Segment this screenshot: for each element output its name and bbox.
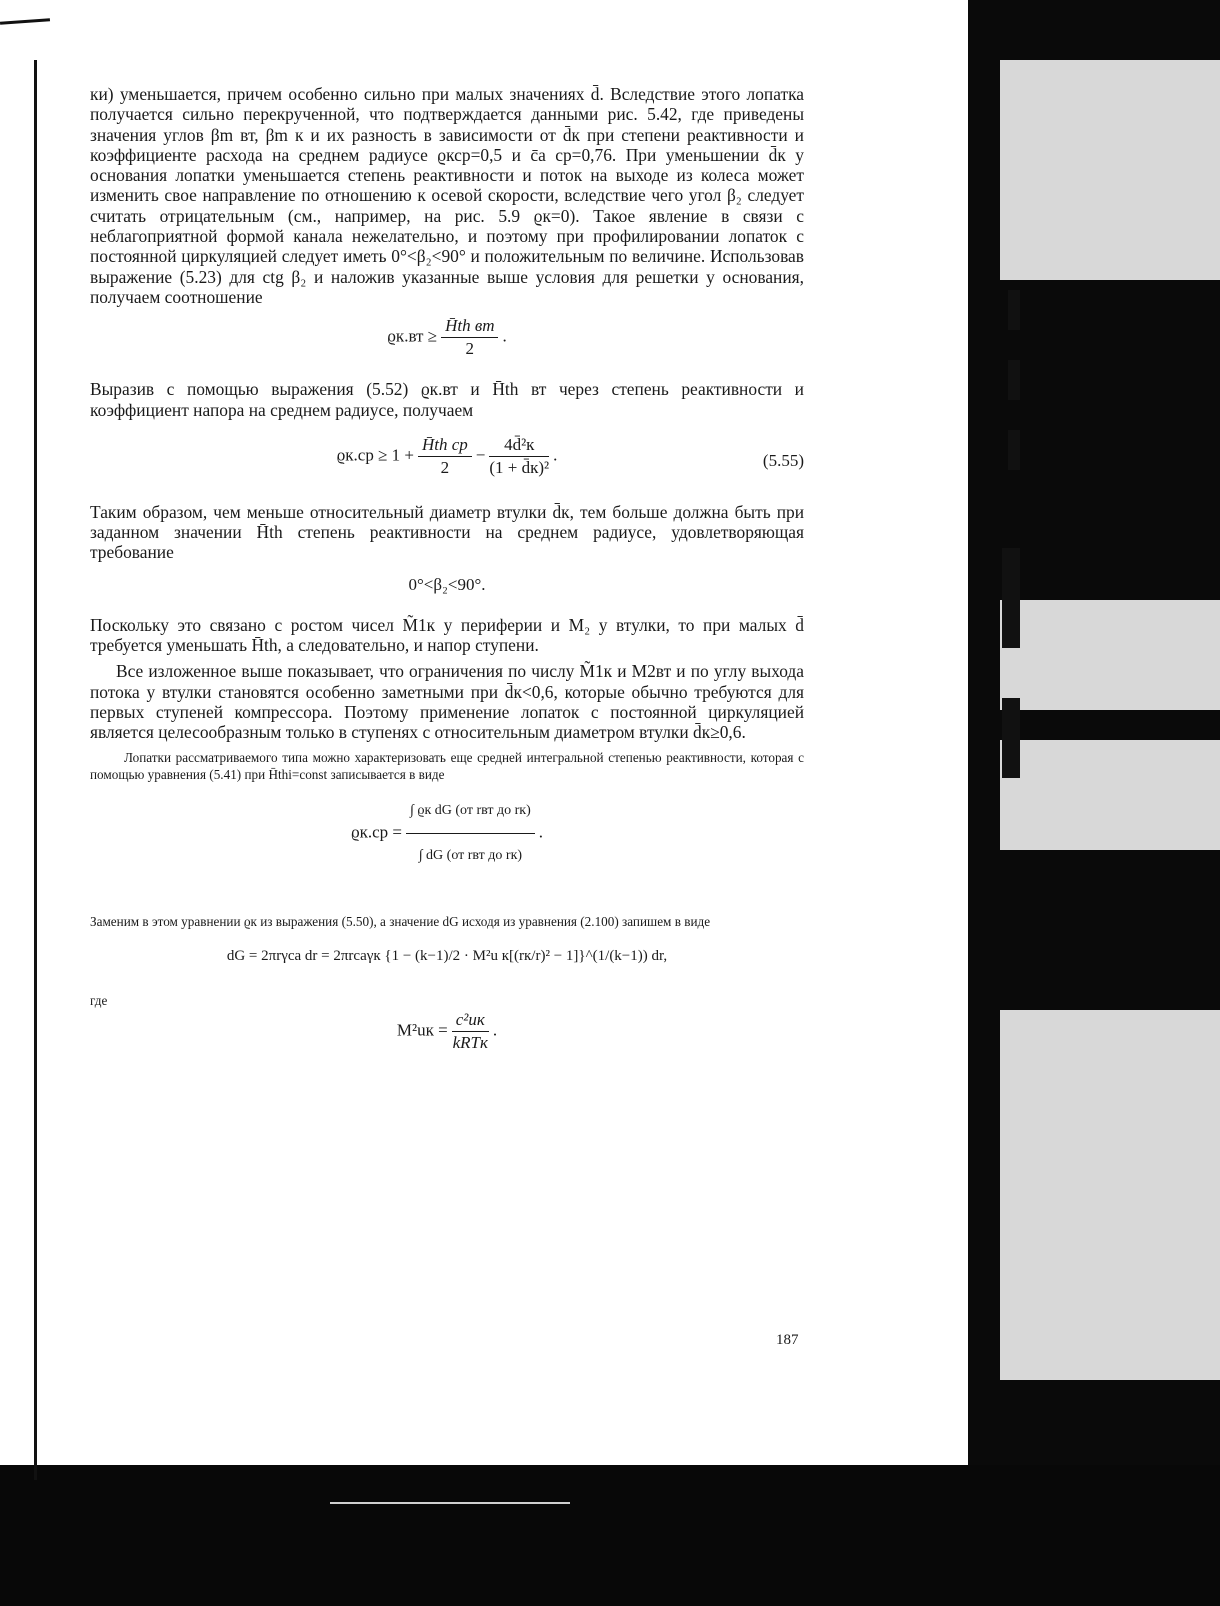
scan-gray-patch	[1000, 1010, 1220, 1380]
scan-mark	[1008, 360, 1020, 400]
scan-gray-patch	[1000, 600, 1220, 710]
formula-1-end: .	[502, 326, 507, 346]
formula-2	[90, 434, 804, 488]
formula-6-numerator: c²uк	[455, 1009, 485, 1029]
page-number: 187	[776, 1332, 799, 1348]
formula-5: dG = 2πrγca dr = 2πrcaγк {1 − (k−1)/2 · M²u к[(rк/r)² − 1]}^(1/(k−1)) dr,	[226, 947, 668, 964]
formula-2-numerator-1: H̄th ср	[421, 434, 468, 454]
scan-mark	[1002, 698, 1020, 778]
scan-binding-line	[34, 60, 37, 1480]
page-content	[90, 84, 804, 1063]
scan-mark	[1008, 290, 1020, 330]
scan-dark-edge-bottom	[0, 1465, 1220, 1606]
formula-1-denominator: 2	[465, 339, 475, 359]
formula-4-left: ϱк.ср =	[350, 821, 403, 841]
paragraph-4: Поскольку это связано с ростом чисел M̃1к у периферии и M₂ у втулки, то при малых d̄ требуется уменьшать H̄th, а следовательно, и напор ступени.	[90, 614, 804, 656]
paragraph-1: ки) уменьшается, причем особенно сильно при малых значениях d̄. Вследствие этого лопатка получается сильно перекрученной, что подтверждается данными рис. 5.42, где приведены значения углов βm вт, βm к и их разность в зависимости от d̄к при степени реактивности и коэффициенте расхода на среднем радиусе ϱкср=0,5 и c̄a ср=0,76. При уменьшении d̄к у основания лопатки уменьшается степень реактивности и поток на выходе из колеса может изменить свое направление по отношению к осевой скорости, вследствие чего угол β₂ следует считать отрицательным (см., например, на рис. 5.9 ϱк=0). Такое явление в связи с неблагоприятной формой канала нежелательно, и поэтому при профилировании лопаток с постоянной циркуляцией следует иметь 0°<β₂<90° и положительным по величине. Использовав выражение (5.23) для ctg β₂ и наложив указанные выше условия для решетки у основания, получаем соотношение	[90, 84, 804, 307]
formula-6	[90, 1009, 804, 1063]
formula-4-fraction	[406, 789, 535, 878]
formula-2-end: .	[553, 445, 558, 465]
small-paragraph-2: Заменим в этом уравнении ϱк из выражения (5.50), а значение dG исходя из уравнения (2.100) запишем в виде	[90, 913, 711, 929]
formula-1-numerator: H̄th вт	[445, 316, 495, 336]
scan-gray-patch	[1000, 60, 1220, 280]
formula-6-end: .	[492, 1019, 498, 1039]
formula-2-denominator-2: (1 + d̄к)²	[489, 457, 550, 477]
paragraph-3: Таким образом, чем меньше относительный диаметр втулки d̄к, тем больше должна быть при заданном значении H̄th степень реактивности на среднем радиусе, удовлетворяющая требование	[90, 501, 804, 563]
scan-corner-mark	[0, 18, 50, 24]
equation-number: (5.55)	[762, 450, 804, 470]
formula-6-fraction	[452, 1009, 489, 1054]
formula-1	[90, 315, 804, 369]
paragraph-5: Все изложенное выше показывает, что ограничения по числу M̃1к и M2вт и по углу выхода потока у втулки становятся особенно заметными при d̄к<0,6, которые обычно требуются для первых ступеней компрессора. Поэтому применение лопаток с постоянной циркуляцией является целесообразным только в ступенях с относительным диаметром втулки d̄к≥0,6.	[90, 661, 804, 743]
formula-6-denominator: kRTк	[452, 1032, 488, 1052]
formula-1-left: ϱк.вт ≥	[387, 326, 438, 346]
formula-2-fraction-1	[418, 434, 472, 479]
formula-2-minus: −	[475, 445, 486, 465]
formula-3: 0°<β₂<90°.	[408, 574, 486, 594]
formula-2-denominator-1: 2	[440, 457, 450, 477]
scan-mark	[1002, 548, 1020, 648]
formula-4-end: .	[538, 821, 544, 841]
small-paragraph-3: где	[90, 992, 108, 1008]
formula-4-numerator: ∫ ϱк dG (от rвт до rк)	[406, 789, 535, 834]
scan-gray-patch	[1000, 740, 1220, 850]
formula-2-left: ϱк.ср ≥ 1 +	[336, 445, 414, 465]
paragraph-2: Выразив с помощью выражения (5.52) ϱк.вт и H̄th вт через степень реактивности и коэффициент напора на среднем радиусе, получаем	[90, 379, 804, 420]
formula-2-fraction-2	[489, 434, 549, 479]
formula-2-numerator-2: 4d̄²к	[489, 434, 549, 457]
small-paragraph-1: Лопатки рассматриваемого типа можно характеризовать еще средней интегральной степенью реактивности, которая с помощью уравнения (5.41) при H̄thi=const записывается в виде	[90, 749, 804, 782]
scan-light-streak	[330, 1502, 570, 1504]
formula-1-fraction	[441, 315, 498, 360]
formula-4	[90, 789, 804, 905]
scan-mark	[1008, 430, 1020, 470]
formula-6-left: M²uк =	[396, 1019, 448, 1039]
formula-4-denominator: ∫ dG (от rвт до rк)	[418, 847, 523, 863]
